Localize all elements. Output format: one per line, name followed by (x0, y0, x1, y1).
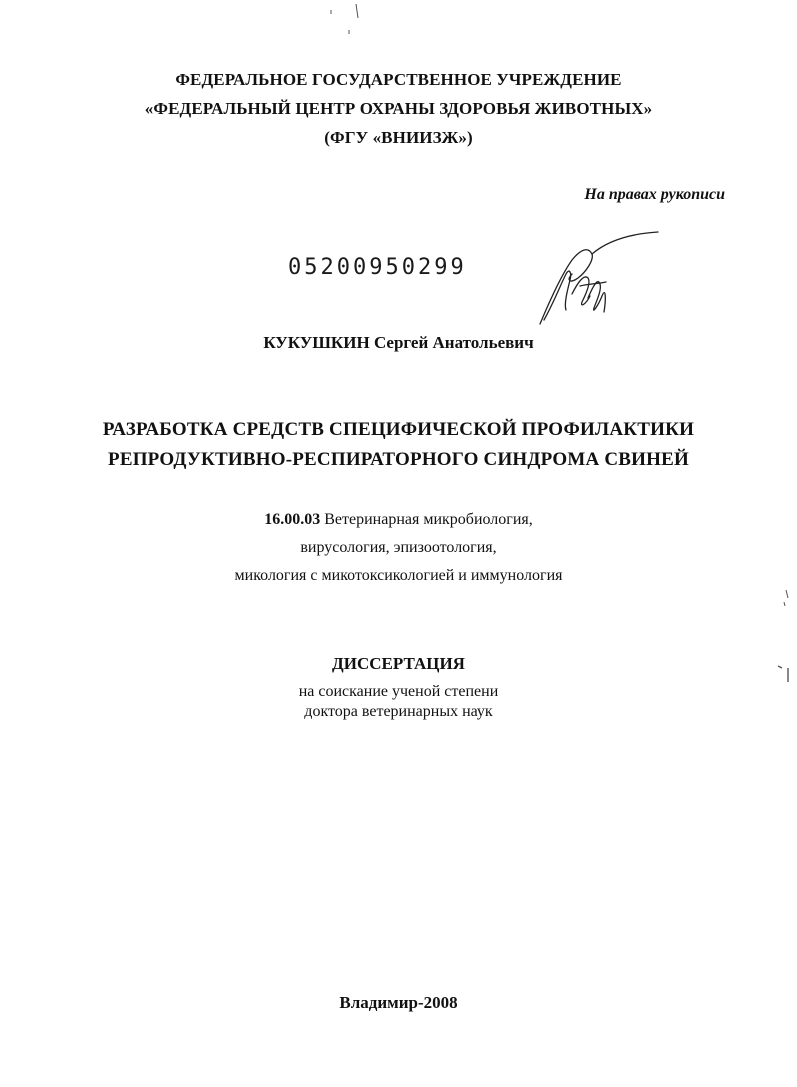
author-name (0, 333, 797, 353)
dissertation-title-line-1: РАЗРАБОТКА СРЕДСТВ СПЕЦИФИЧЕСКОЙ ПРОФИЛАКТИКИ (102, 419, 695, 440)
dissertation-title-line-2: РЕПРОДУКТИВНО-РЕСПИРАТОРНОГО СИНДРОМА СВИНЕЙ (108, 449, 689, 470)
manuscript-rights-note: На правах рукописи (584, 186, 725, 203)
author-surname: КУКУШКИН (263, 333, 370, 352)
specialty-line-2: вирусология, эпизоотология, (300, 539, 497, 556)
registry-code: 05200950299 (288, 255, 467, 280)
scan-speck (356, 4, 358, 18)
scan-speck (784, 590, 788, 606)
specialty-code: 16.00.03 (264, 511, 321, 528)
specialty-name: Ветеринарная микробиология, (324, 511, 533, 528)
specialty-line-3: микология с микотоксикологией и иммунология (234, 567, 563, 584)
institution-line-1: ФЕДЕРАЛЬНОЕ ГОСУДАРСТВЕННОЕ УЧРЕЖДЕНИЕ (175, 70, 622, 89)
author-given-names: Сергей Анатольевич (373, 333, 534, 352)
institution-line-2: «ФЕДЕРАЛЬНЫЙ ЦЕНТР ОХРАНЫ ЗДОРОВЬЯ ЖИВОТНЫХ» (144, 99, 653, 118)
degree-line-1: на соискание ученой степени (298, 683, 499, 700)
city-year: Владимир-2008 (339, 993, 458, 1012)
institution-line-3: (ФГУ «ВНИИЗЖ») (324, 128, 473, 147)
author-signature (536, 224, 664, 332)
document-type: ДИССЕРТАЦИЯ (332, 654, 465, 673)
degree-line-2: доктора ветеринарных наук (304, 703, 493, 720)
specialty-line-1 (0, 511, 797, 529)
